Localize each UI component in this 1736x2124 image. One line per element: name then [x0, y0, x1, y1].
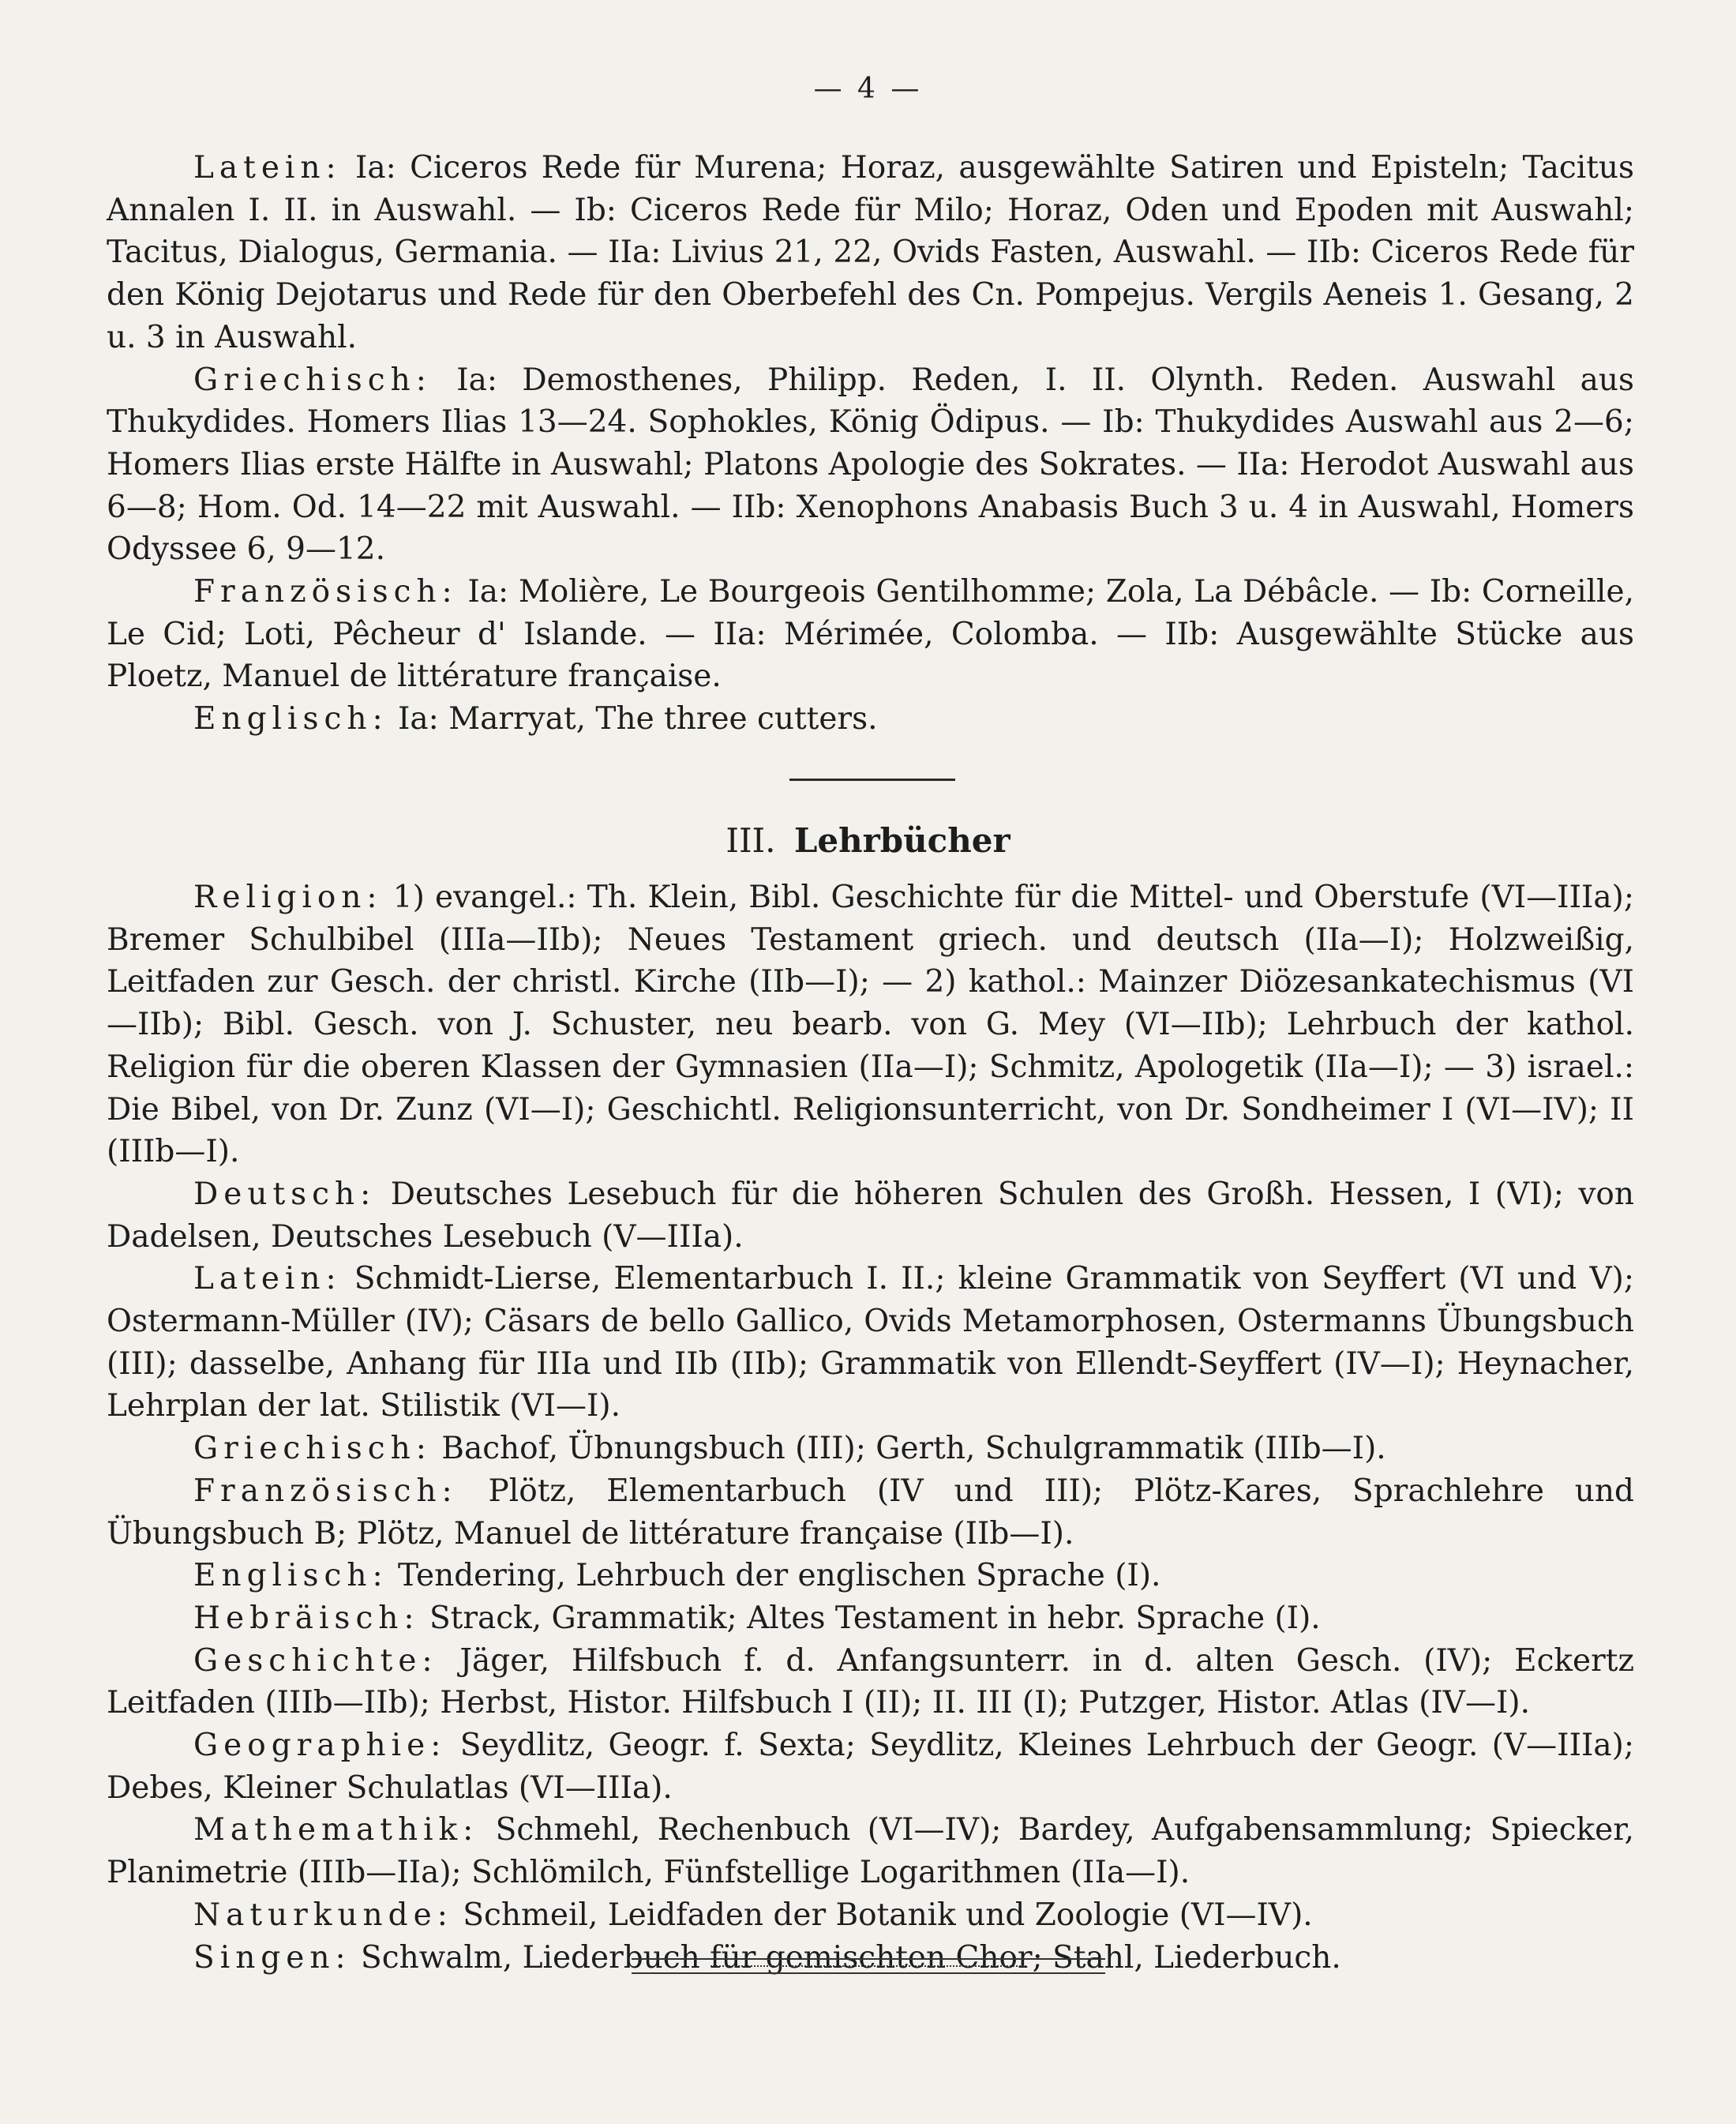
- subject-label: Englisch:: [193, 1558, 388, 1594]
- paragraph-text: Seydlitz, Geogr. f. Sexta; Seydlitz, Kleines Lehrbuch der Geogr. (V—IIIa); Debes, Kleiner Schulatlas (VI—IIIa).: [107, 1728, 1634, 1806]
- paragraph-latein: [107, 1258, 1634, 1428]
- paragraph-text: Schmidt-Lierse, Elementarbuch I. II.; kleine Grammatik von Seyffert (VI und V); Ostermann-Müller (IV); Cäsars de bello Gallico, Ovids Metamorphosen, Ostermanns Übungsbuch (III); dasselbe, Anhang für IIIa und IIb (IIb); Grammatik von Ellendt-Seyffert (IV—I); Heynacher, Lehrplan der lat. Stilistik (VI—I).: [107, 1261, 1634, 1424]
- paragraph-franzoesisch: [107, 571, 1634, 698]
- paragraph-text: Ia: Molière, Le Bourgeois Gentilhomme; Zola, La Débâcle. — Ib: Corneille, Le Cid; Loti, Pêcheur d' Islande. — IIa: Mérimée, Colomba. — IIb: Ausgewählte Stücke aus Ploetz, Manuel de littérature française.: [107, 574, 1634, 695]
- subject-label: Geographie:: [193, 1728, 447, 1764]
- subject-label: Mathemathik:: [193, 1812, 479, 1848]
- subject-label: Französisch:: [193, 1473, 458, 1509]
- paragraph-text: Ia: Marryat, The three cutters.: [388, 701, 878, 737]
- subject-label: Geschichte:: [193, 1642, 438, 1679]
- reading-list-section: [107, 147, 1634, 741]
- paragraph-text: Schwalm, Liederbuch für gemischten Chor; Stahl, Liederbuch.: [351, 1939, 1341, 1976]
- subject-label: Französisch:: [193, 574, 458, 610]
- subject-label: Deutsch:: [193, 1176, 377, 1212]
- paragraph-text: Strack, Grammatik; Altes Testament in hebr. Sprache (I).: [419, 1600, 1321, 1636]
- paragraph-deutsch: [107, 1173, 1634, 1258]
- paragraph-text: Plötz, Elementarbuch (IV und III); Plötz-Kares, Sprachlehre und Übungsbuch B; Plötz, Manuel de littérature française (IIb—I).: [107, 1473, 1634, 1552]
- paragraph-griechisch: [107, 359, 1634, 572]
- heading-title: Lehrbücher: [793, 821, 1010, 860]
- section-heading: [0, 821, 1736, 860]
- subject-label: Singen:: [193, 1939, 351, 1976]
- paragraph-naturkunde: [107, 1894, 1634, 1937]
- paragraph-text: Schmehl, Rechenbuch (VI—IV); Bardey, Aufgabensammlung; Spiecker, Planimetrie (IIIb—IIa); Schlömilch, Fünfstellige Logarithmen (IIa—I).: [107, 1812, 1634, 1891]
- subject-label: Naturkunde:: [193, 1897, 453, 1933]
- paragraph-text: Deutsches Lesebuch für die höheren Schulen des Großh. Hessen, I (VI); von Dadelsen, Deutsches Lesebuch (V—IIIa).: [107, 1176, 1634, 1255]
- paragraph-text: Bachof, Übnungsbuch (III); Gerth, Schulgrammatik (IIIb—I).: [431, 1431, 1386, 1467]
- paragraph-geschichte: [107, 1640, 1634, 1724]
- paragraph-text: Jäger, Hilfsbuch f. d. Anfangsunterr. in d. alten Gesch. (IV); Eckertz Leitfaden (IIIb—IIb); Herbst, Histor. Hilfsbuch I (II); II. III (I); Putzger, Histor. Atlas (IV—I).: [107, 1642, 1634, 1721]
- heading-numeral: III.: [726, 821, 776, 860]
- subject-label: Griechisch:: [193, 362, 432, 398]
- subject-label: Griechisch:: [193, 1431, 432, 1467]
- paragraph-religion: [107, 876, 1634, 1173]
- subject-label: Latein:: [193, 150, 342, 186]
- paragraph-geographie: [107, 1724, 1634, 1809]
- paragraph-text: Ia: Ciceros Rede für Murena; Horaz, ausgewählte Satiren und Episteln; Tacitus Annalen I. II. in Auswahl. — Ib: Ciceros Rede für Milo; Horaz, Oden und Epoden mit Auswahl; Tacitus, Dialogus, Germania. — IIa: Livius 21, 22, Ovids Fasten, Auswahl. — IIb: Ciceros Rede für den König Dejotarus und Rede für den Oberbefehl des Cn. Pompejus. Vergils Aeneis 1. Gesang, 2 u. 3 in Auswahl.: [107, 150, 1634, 355]
- paragraph-franzoesisch: [107, 1470, 1634, 1555]
- page-number: — 4 —: [813, 73, 923, 105]
- subject-label: Hebräisch:: [193, 1600, 420, 1636]
- paragraph-text: 1) evangel.: Th. Klein, Bibl. Geschichte für die Mittel- und Oberstufe (VI—IIIa); Bremer Schulbibel (IIIa—IIb); Neues Testament griech. und deutsch (IIa—I); Holzweißig, Leitfaden zur Gesch. der christl. Kirche (IIb—I); — 2) kathol.: Mainzer Diözesankatechismus (VI—IIb); Bibl. Gesch. von J. Schuster, neu bearb. von G. Mey (VI—IIb); Lehrbuch der kathol. Religion für die oberen Klassen der Gymnasien (IIa—I); Schmitz, Apologetik (IIa—I); — 3) israel.: Die Bibel, von Dr. Zunz (VI—I); Geschichtl. Religionsunterricht, von Dr. Sondheimer I (VI—IV); II (IIIb—I).: [107, 880, 1634, 1170]
- paragraph-hebraeisch: [107, 1597, 1634, 1640]
- paragraph-mathematik: [107, 1809, 1634, 1893]
- closing-ornament: [632, 1957, 1105, 1976]
- paragraph-griechisch: [107, 1428, 1634, 1470]
- subject-label: Englisch:: [193, 701, 388, 737]
- section-divider: [789, 779, 955, 781]
- paragraph-englisch: [107, 1555, 1634, 1597]
- subject-label: Religion:: [193, 880, 383, 915]
- paragraph-text: Schmeil, Leidfaden der Botanik und Zoologie (VI—IV).: [452, 1897, 1313, 1933]
- textbook-list-section: [107, 876, 1634, 1979]
- subject-label: Latein:: [193, 1261, 342, 1297]
- paragraph-text: Tendering, Lehrbuch der englischen Sprache (I).: [388, 1558, 1161, 1594]
- paragraph-englisch: [107, 698, 1634, 741]
- paragraph-latein: [107, 147, 1634, 359]
- paragraph-text: Ia: Demosthenes, Philipp. Reden, I. II. Olynth. Reden. Auswahl aus Thukydides. Homers Ilias 13—24. Sophokles, König Ödipus. — Ib: Thukydides Auswahl aus 2—6; Homers Ilias erste Hälfte in Auswahl; Platons Apologie des Sokrates. — IIa: Herodot Auswahl aus 6—8; Hom. Od. 14—22 mit Auswahl. — IIb: Xenophons Anabasis Buch 3 u. 4 in Auswahl, Homers Odyssee 6, 9—12.: [107, 362, 1634, 568]
